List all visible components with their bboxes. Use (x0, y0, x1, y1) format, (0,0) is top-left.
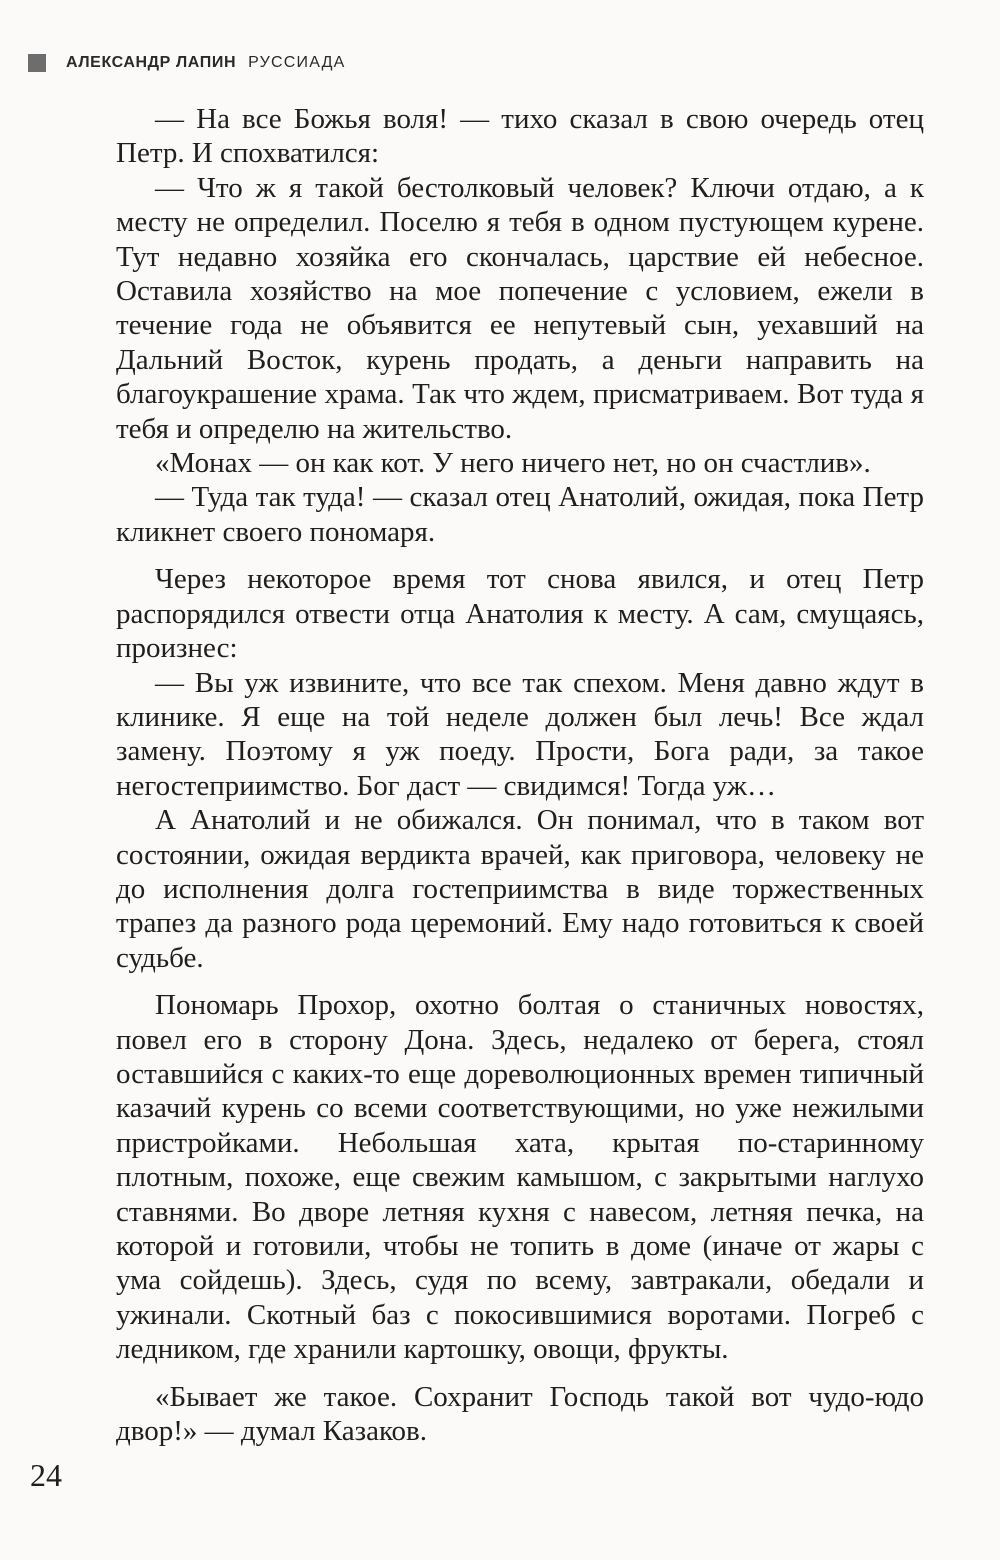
paragraph-8: Пономарь Прохор, охотно болтая о станичных новостях, повел его в сторону Дона. Здесь, недалеко от берега, стоял оставшийся с каких-то еще дореволюционных времен типичный казачий курень со всеми соответствующими, но уже нежилыми пристройками. Небольшая хата, крытая по-старинному плотным, похоже, еще свежим камышом, с закрытыми наглухо ставнями. Во дворе летняя кухня с навесом, летняя печка, на которой и готовили, чтобы не топить в доме (иначе от жары с ума сойдешь). Здесь, судя по всему, завтракали, обедали и ужинали. Скотный баз с покосившимися воротами. Погреб с ледником, где хранили картошку, овощи, фрукты. (116, 989, 924, 1366)
header-book-title: РУССИАДА (248, 54, 346, 71)
paragraph-5: Через некоторое время тот снова явился, и отец Петр распорядился отвести отца Анатолия к месту. А сам, смущаясь, произнес: (116, 563, 924, 665)
running-header (28, 50, 346, 76)
header-author: АЛЕКСАНДР ЛАПИН (66, 54, 237, 71)
paragraph-1: — На все Божья воля! — тихо сказал в свою очередь отец Петр. И спохватился: (116, 103, 924, 170)
paragraph-7: А Анатолий и не обижался. Он понимал, что в таком вот состоянии, ожидая вердикта врачей, как приговора, человеку не до исполнения долга гостеприимства в виде торжественных трапез да разного рода церемоний. Ему надо готовиться к своей судьбе. (116, 804, 924, 974)
paragraph-9: «Бывает же такое. Сохранит Господь такой вот чудо-юдо двор!» — думал Казаков. (116, 1380, 924, 1448)
header-marker (28, 54, 46, 72)
paragraph-4: — Туда так туда! — сказал отец Анатолий, ожидая, пока Петр кликнет своего пономаря. (116, 481, 924, 548)
paragraph-3: «Монах — он как кот. У него ничего нет, но он счастлив». (155, 447, 871, 480)
paragraph-6: — Вы уж извините, что все так спехом. Меня давно ждут в клинике. Я еще на той неделе должен был лечь! Все ждал замену. Поэтому я уж поеду. Прости, Бога ради, за такое негостеприимство. Бог даст — свидимся! Тогда уж… (116, 666, 924, 802)
page-number: 24 (30, 1457, 62, 1493)
body-text (116, 102, 924, 1448)
paragraph-2: — Что ж я такой бестолковый человек? Ключи отдаю, а к месту не определил. Поселю я тебя в одном пустующем курене. Тут недавно хозяйка его скончалась, царствие ей небесное. Оставила хозяйство на мое попечение с условием, ежели в течение года не объявится ее непутевый сын, уехавший на Дальний Восток, курень продать, а деньги направить на благоукрашение храма. Так что ждем, присматриваем. Вот туда я тебя и определю на жительство. (116, 171, 924, 445)
